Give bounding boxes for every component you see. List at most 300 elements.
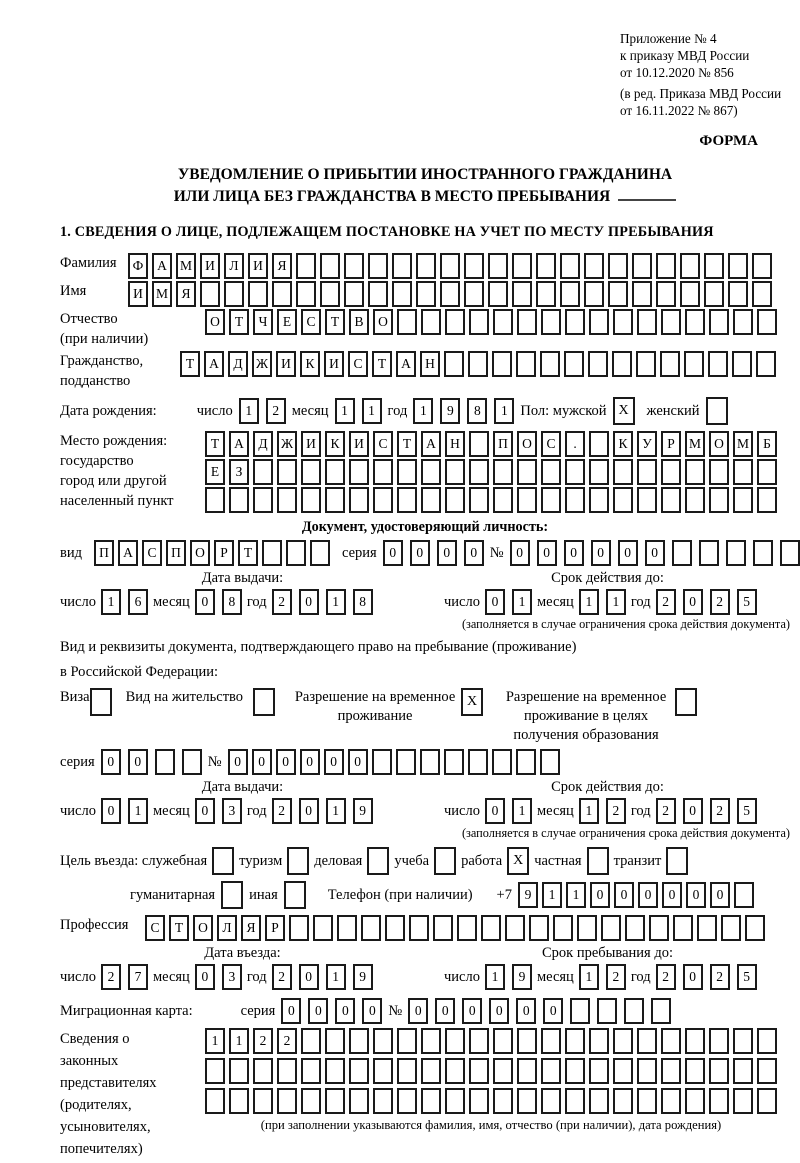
- char-cell[interactable]: Т: [397, 431, 417, 457]
- char-cell[interactable]: 0: [252, 749, 272, 775]
- char-cell[interactable]: [433, 915, 453, 941]
- char-cell[interactable]: [649, 915, 669, 941]
- char-cell[interactable]: Т: [238, 540, 258, 566]
- char-cell[interactable]: 0: [348, 749, 368, 775]
- char-cell[interactable]: 0: [195, 589, 215, 615]
- purpose-study-checkbox[interactable]: [434, 847, 456, 875]
- char-cell[interactable]: И: [349, 431, 369, 457]
- char-cell[interactable]: 1: [579, 798, 599, 824]
- char-cell[interactable]: [416, 253, 436, 279]
- char-cell[interactable]: И: [248, 253, 268, 279]
- temp-residence-checkbox[interactable]: X: [461, 688, 483, 716]
- char-cell[interactable]: [301, 1058, 321, 1084]
- char-cell[interactable]: 2: [656, 964, 676, 990]
- char-cell[interactable]: [468, 749, 488, 775]
- char-cell[interactable]: [301, 459, 321, 485]
- purpose-official-checkbox[interactable]: [212, 847, 234, 875]
- char-cell[interactable]: [512, 253, 532, 279]
- char-cell[interactable]: 1: [579, 964, 599, 990]
- char-cell[interactable]: [613, 487, 633, 513]
- char-cell[interactable]: [624, 998, 644, 1024]
- char-cell[interactable]: А: [229, 431, 249, 457]
- char-cell[interactable]: [757, 1058, 777, 1084]
- char-cell[interactable]: 0: [281, 998, 301, 1024]
- char-cell[interactable]: [733, 1028, 753, 1054]
- char-cell[interactable]: 0: [662, 882, 682, 908]
- char-cell[interactable]: 2: [277, 1028, 297, 1054]
- char-cell[interactable]: [373, 1088, 393, 1114]
- char-cell[interactable]: [661, 309, 681, 335]
- char-cell[interactable]: [756, 351, 776, 377]
- char-cell[interactable]: [660, 351, 680, 377]
- char-cell[interactable]: [444, 351, 464, 377]
- char-cell[interactable]: [310, 540, 330, 566]
- char-cell[interactable]: 0: [462, 998, 482, 1024]
- char-cell[interactable]: 3: [222, 964, 242, 990]
- char-cell[interactable]: 2: [266, 398, 286, 424]
- char-cell[interactable]: [757, 309, 777, 335]
- char-cell[interactable]: 0: [299, 798, 319, 824]
- char-cell[interactable]: [757, 459, 777, 485]
- char-cell[interactable]: [541, 459, 561, 485]
- char-cell[interactable]: 8: [467, 398, 487, 424]
- char-cell[interactable]: [373, 1058, 393, 1084]
- char-cell[interactable]: [632, 253, 652, 279]
- char-cell[interactable]: [661, 459, 681, 485]
- char-cell[interactable]: [589, 1028, 609, 1054]
- char-cell[interactable]: 2: [606, 964, 626, 990]
- char-cell[interactable]: [469, 1028, 489, 1054]
- char-cell[interactable]: [397, 459, 417, 485]
- char-cell[interactable]: [565, 309, 585, 335]
- char-cell[interactable]: 0: [516, 998, 536, 1024]
- char-cell[interactable]: П: [94, 540, 114, 566]
- char-cell[interactable]: [589, 459, 609, 485]
- char-cell[interactable]: И: [128, 281, 148, 307]
- char-cell[interactable]: К: [613, 431, 633, 457]
- char-cell[interactable]: 5: [737, 589, 757, 615]
- char-cell[interactable]: [440, 281, 460, 307]
- char-cell[interactable]: Б: [757, 431, 777, 457]
- char-cell[interactable]: О: [193, 915, 213, 941]
- char-cell[interactable]: В: [349, 309, 369, 335]
- char-cell[interactable]: 0: [683, 798, 703, 824]
- char-cell[interactable]: [349, 1058, 369, 1084]
- char-cell[interactable]: [709, 309, 729, 335]
- char-cell[interactable]: [656, 281, 676, 307]
- char-cell[interactable]: М: [685, 431, 705, 457]
- char-cell[interactable]: [541, 1028, 561, 1054]
- char-cell[interactable]: [512, 281, 532, 307]
- char-cell[interactable]: [517, 1028, 537, 1054]
- char-cell[interactable]: [464, 253, 484, 279]
- char-cell[interactable]: [392, 253, 412, 279]
- char-cell[interactable]: [325, 487, 345, 513]
- char-cell[interactable]: 1: [606, 589, 626, 615]
- char-cell[interactable]: [397, 487, 417, 513]
- char-cell[interactable]: 0: [335, 998, 355, 1024]
- char-cell[interactable]: [253, 487, 273, 513]
- char-cell[interactable]: [468, 351, 488, 377]
- char-cell[interactable]: С: [373, 431, 393, 457]
- char-cell[interactable]: [589, 1058, 609, 1084]
- char-cell[interactable]: Е: [277, 309, 297, 335]
- char-cell[interactable]: [421, 1058, 441, 1084]
- char-cell[interactable]: А: [204, 351, 224, 377]
- char-cell[interactable]: [613, 1088, 633, 1114]
- char-cell[interactable]: [229, 1088, 249, 1114]
- char-cell[interactable]: [420, 749, 440, 775]
- char-cell[interactable]: Д: [253, 431, 273, 457]
- char-cell[interactable]: 1: [335, 398, 355, 424]
- char-cell[interactable]: [734, 882, 754, 908]
- char-cell[interactable]: 0: [683, 589, 703, 615]
- char-cell[interactable]: [570, 998, 590, 1024]
- char-cell[interactable]: 9: [440, 398, 460, 424]
- char-cell[interactable]: [728, 281, 748, 307]
- char-cell[interactable]: [685, 1088, 705, 1114]
- char-cell[interactable]: Л: [217, 915, 237, 941]
- char-cell[interactable]: 2: [272, 589, 292, 615]
- char-cell[interactable]: С: [348, 351, 368, 377]
- char-cell[interactable]: [637, 309, 657, 335]
- char-cell[interactable]: [564, 351, 584, 377]
- char-cell[interactable]: 0: [362, 998, 382, 1024]
- char-cell[interactable]: 1: [362, 398, 382, 424]
- char-cell[interactable]: П: [166, 540, 186, 566]
- char-cell[interactable]: [205, 487, 225, 513]
- char-cell[interactable]: [661, 1088, 681, 1114]
- char-cell[interactable]: [517, 487, 537, 513]
- char-cell[interactable]: [577, 915, 597, 941]
- char-cell[interactable]: [320, 281, 340, 307]
- char-cell[interactable]: [709, 1088, 729, 1114]
- char-cell[interactable]: [493, 1088, 513, 1114]
- char-cell[interactable]: [488, 281, 508, 307]
- char-cell[interactable]: 0: [324, 749, 344, 775]
- char-cell[interactable]: Ч: [253, 309, 273, 335]
- char-cell[interactable]: [272, 281, 292, 307]
- char-cell[interactable]: З: [229, 459, 249, 485]
- char-cell[interactable]: [752, 253, 772, 279]
- char-cell[interactable]: 1: [413, 398, 433, 424]
- char-cell[interactable]: И: [200, 253, 220, 279]
- char-cell[interactable]: 2: [272, 798, 292, 824]
- char-cell[interactable]: [445, 1028, 465, 1054]
- residence-permit-checkbox[interactable]: [253, 688, 275, 716]
- char-cell[interactable]: [469, 1058, 489, 1084]
- char-cell[interactable]: [541, 487, 561, 513]
- char-cell[interactable]: [625, 915, 645, 941]
- char-cell[interactable]: [589, 431, 609, 457]
- char-cell[interactable]: [469, 1088, 489, 1114]
- char-cell[interactable]: 6: [128, 589, 148, 615]
- char-cell[interactable]: [492, 749, 512, 775]
- char-cell[interactable]: [517, 1058, 537, 1084]
- char-cell[interactable]: [685, 459, 705, 485]
- char-cell[interactable]: 0: [276, 749, 296, 775]
- char-cell[interactable]: [397, 1058, 417, 1084]
- char-cell[interactable]: [613, 1058, 633, 1084]
- char-cell[interactable]: [440, 253, 460, 279]
- char-cell[interactable]: С: [301, 309, 321, 335]
- visa-checkbox[interactable]: [90, 688, 112, 716]
- char-cell[interactable]: [205, 1058, 225, 1084]
- char-cell[interactable]: [589, 309, 609, 335]
- char-cell[interactable]: 2: [253, 1028, 273, 1054]
- char-cell[interactable]: 2: [710, 589, 730, 615]
- char-cell[interactable]: [248, 281, 268, 307]
- char-cell[interactable]: [493, 459, 513, 485]
- char-cell[interactable]: 1: [326, 964, 346, 990]
- char-cell[interactable]: [155, 749, 175, 775]
- char-cell[interactable]: 1: [566, 882, 586, 908]
- char-cell[interactable]: [457, 915, 477, 941]
- char-cell[interactable]: [349, 1028, 369, 1054]
- char-cell[interactable]: [637, 1028, 657, 1054]
- char-cell[interactable]: 9: [353, 798, 373, 824]
- char-cell[interactable]: 9: [353, 964, 373, 990]
- char-cell[interactable]: [385, 915, 405, 941]
- char-cell[interactable]: [409, 915, 429, 941]
- char-cell[interactable]: К: [325, 431, 345, 457]
- char-cell[interactable]: И: [324, 351, 344, 377]
- char-cell[interactable]: 8: [222, 589, 242, 615]
- char-cell[interactable]: [709, 1028, 729, 1054]
- char-cell[interactable]: [325, 1088, 345, 1114]
- char-cell[interactable]: 0: [638, 882, 658, 908]
- char-cell[interactable]: [492, 351, 512, 377]
- char-cell[interactable]: [709, 487, 729, 513]
- char-cell[interactable]: [732, 351, 752, 377]
- char-cell[interactable]: 2: [656, 589, 676, 615]
- char-cell[interactable]: 0: [408, 998, 428, 1024]
- char-cell[interactable]: [229, 487, 249, 513]
- char-cell[interactable]: [541, 309, 561, 335]
- char-cell[interactable]: [416, 281, 436, 307]
- char-cell[interactable]: 0: [683, 964, 703, 990]
- char-cell[interactable]: Т: [205, 431, 225, 457]
- char-cell[interactable]: 1: [542, 882, 562, 908]
- char-cell[interactable]: [560, 253, 580, 279]
- char-cell[interactable]: [301, 487, 321, 513]
- char-cell[interactable]: [753, 540, 773, 566]
- char-cell[interactable]: 0: [195, 798, 215, 824]
- char-cell[interactable]: Д: [228, 351, 248, 377]
- char-cell[interactable]: [349, 1088, 369, 1114]
- char-cell[interactable]: Т: [229, 309, 249, 335]
- sex-female-checkbox[interactable]: [706, 397, 728, 425]
- char-cell[interactable]: 1: [485, 964, 505, 990]
- char-cell[interactable]: [493, 1028, 513, 1054]
- char-cell[interactable]: [560, 281, 580, 307]
- char-cell[interactable]: [392, 281, 412, 307]
- char-cell[interactable]: О: [205, 309, 225, 335]
- char-cell[interactable]: [396, 749, 416, 775]
- char-cell[interactable]: 0: [591, 540, 611, 566]
- char-cell[interactable]: [469, 459, 489, 485]
- char-cell[interactable]: 5: [737, 798, 757, 824]
- char-cell[interactable]: [685, 309, 705, 335]
- char-cell[interactable]: 2: [272, 964, 292, 990]
- char-cell[interactable]: [709, 1058, 729, 1084]
- char-cell[interactable]: [296, 253, 316, 279]
- char-cell[interactable]: [373, 459, 393, 485]
- char-cell[interactable]: С: [541, 431, 561, 457]
- char-cell[interactable]: [540, 351, 560, 377]
- char-cell[interactable]: 2: [101, 964, 121, 990]
- char-cell[interactable]: 1: [494, 398, 514, 424]
- char-cell[interactable]: 3: [222, 798, 242, 824]
- char-cell[interactable]: 7: [128, 964, 148, 990]
- char-cell[interactable]: [444, 749, 464, 775]
- char-cell[interactable]: [733, 1058, 753, 1084]
- char-cell[interactable]: [277, 487, 297, 513]
- char-cell[interactable]: [540, 749, 560, 775]
- char-cell[interactable]: [421, 309, 441, 335]
- char-cell[interactable]: [684, 351, 704, 377]
- char-cell[interactable]: [397, 309, 417, 335]
- char-cell[interactable]: 0: [101, 798, 121, 824]
- char-cell[interactable]: 0: [410, 540, 430, 566]
- char-cell[interactable]: 0: [489, 998, 509, 1024]
- char-cell[interactable]: Т: [325, 309, 345, 335]
- char-cell[interactable]: [361, 915, 381, 941]
- char-cell[interactable]: [601, 915, 621, 941]
- char-cell[interactable]: [608, 253, 628, 279]
- char-cell[interactable]: 5: [737, 964, 757, 990]
- char-cell[interactable]: [517, 309, 537, 335]
- purpose-tourism-checkbox[interactable]: [287, 847, 309, 875]
- char-cell[interactable]: Ф: [128, 253, 148, 279]
- char-cell[interactable]: 0: [228, 749, 248, 775]
- char-cell[interactable]: [636, 351, 656, 377]
- char-cell[interactable]: С: [145, 915, 165, 941]
- char-cell[interactable]: [709, 459, 729, 485]
- sex-male-checkbox[interactable]: X: [613, 397, 635, 425]
- char-cell[interactable]: 0: [308, 998, 328, 1024]
- char-cell[interactable]: [541, 1088, 561, 1114]
- char-cell[interactable]: 1: [326, 589, 346, 615]
- char-cell[interactable]: [637, 1088, 657, 1114]
- char-cell[interactable]: [651, 998, 671, 1024]
- char-cell[interactable]: [373, 1028, 393, 1054]
- char-cell[interactable]: [469, 431, 489, 457]
- char-cell[interactable]: [589, 1088, 609, 1114]
- char-cell[interactable]: Е: [205, 459, 225, 485]
- char-cell[interactable]: [613, 1028, 633, 1054]
- char-cell[interactable]: [464, 281, 484, 307]
- char-cell[interactable]: 2: [710, 964, 730, 990]
- char-cell[interactable]: 0: [195, 964, 215, 990]
- char-cell[interactable]: [613, 459, 633, 485]
- char-cell[interactable]: 0: [485, 798, 505, 824]
- char-cell[interactable]: 8: [353, 589, 373, 615]
- char-cell[interactable]: [445, 309, 465, 335]
- char-cell[interactable]: [516, 749, 536, 775]
- char-cell[interactable]: [253, 1058, 273, 1084]
- char-cell[interactable]: [286, 540, 306, 566]
- temp-residence-education-checkbox[interactable]: [675, 688, 697, 716]
- char-cell[interactable]: 2: [656, 798, 676, 824]
- char-cell[interactable]: С: [142, 540, 162, 566]
- char-cell[interactable]: 1: [239, 398, 259, 424]
- char-cell[interactable]: [757, 1028, 777, 1054]
- char-cell[interactable]: [637, 487, 657, 513]
- char-cell[interactable]: 0: [383, 540, 403, 566]
- char-cell[interactable]: [536, 281, 556, 307]
- char-cell[interactable]: 1: [326, 798, 346, 824]
- char-cell[interactable]: [637, 1058, 657, 1084]
- char-cell[interactable]: [445, 487, 465, 513]
- char-cell[interactable]: [277, 1088, 297, 1114]
- char-cell[interactable]: [296, 281, 316, 307]
- char-cell[interactable]: 0: [435, 998, 455, 1024]
- char-cell[interactable]: [421, 1088, 441, 1114]
- char-cell[interactable]: [182, 749, 202, 775]
- char-cell[interactable]: Р: [661, 431, 681, 457]
- char-cell[interactable]: [289, 915, 309, 941]
- char-cell[interactable]: Т: [372, 351, 392, 377]
- char-cell[interactable]: [493, 309, 513, 335]
- purpose-humanitarian-checkbox[interactable]: [221, 881, 243, 909]
- char-cell[interactable]: [661, 487, 681, 513]
- char-cell[interactable]: [493, 1058, 513, 1084]
- char-cell[interactable]: 0: [710, 882, 730, 908]
- char-cell[interactable]: [661, 1058, 681, 1084]
- purpose-other-checkbox[interactable]: [284, 881, 306, 909]
- char-cell[interactable]: 0: [101, 749, 121, 775]
- char-cell[interactable]: [752, 281, 772, 307]
- char-cell[interactable]: [325, 1028, 345, 1054]
- char-cell[interactable]: М: [733, 431, 753, 457]
- char-cell[interactable]: [224, 281, 244, 307]
- char-cell[interactable]: [517, 1088, 537, 1114]
- char-cell[interactable]: 0: [537, 540, 557, 566]
- char-cell[interactable]: [588, 351, 608, 377]
- char-cell[interactable]: [597, 998, 617, 1024]
- char-cell[interactable]: .: [565, 431, 585, 457]
- char-cell[interactable]: Я: [176, 281, 196, 307]
- char-cell[interactable]: 0: [464, 540, 484, 566]
- char-cell[interactable]: [685, 1058, 705, 1084]
- char-cell[interactable]: [541, 1058, 561, 1084]
- char-cell[interactable]: 0: [299, 964, 319, 990]
- char-cell[interactable]: Я: [272, 253, 292, 279]
- char-cell[interactable]: [325, 459, 345, 485]
- char-cell[interactable]: [637, 459, 657, 485]
- char-cell[interactable]: [320, 253, 340, 279]
- char-cell[interactable]: Р: [214, 540, 234, 566]
- char-cell[interactable]: [757, 1088, 777, 1114]
- char-cell[interactable]: [656, 253, 676, 279]
- char-cell[interactable]: [397, 1088, 417, 1114]
- char-cell[interactable]: [337, 915, 357, 941]
- char-cell[interactable]: [757, 487, 777, 513]
- char-cell[interactable]: [313, 915, 333, 941]
- char-cell[interactable]: А: [396, 351, 416, 377]
- char-cell[interactable]: [368, 253, 388, 279]
- char-cell[interactable]: 1: [101, 589, 121, 615]
- char-cell[interactable]: Ж: [277, 431, 297, 457]
- char-cell[interactable]: [253, 459, 273, 485]
- char-cell[interactable]: [697, 915, 717, 941]
- char-cell[interactable]: [205, 1088, 225, 1114]
- char-cell[interactable]: [325, 1058, 345, 1084]
- char-cell[interactable]: [733, 459, 753, 485]
- char-cell[interactable]: [680, 253, 700, 279]
- char-cell[interactable]: [672, 540, 692, 566]
